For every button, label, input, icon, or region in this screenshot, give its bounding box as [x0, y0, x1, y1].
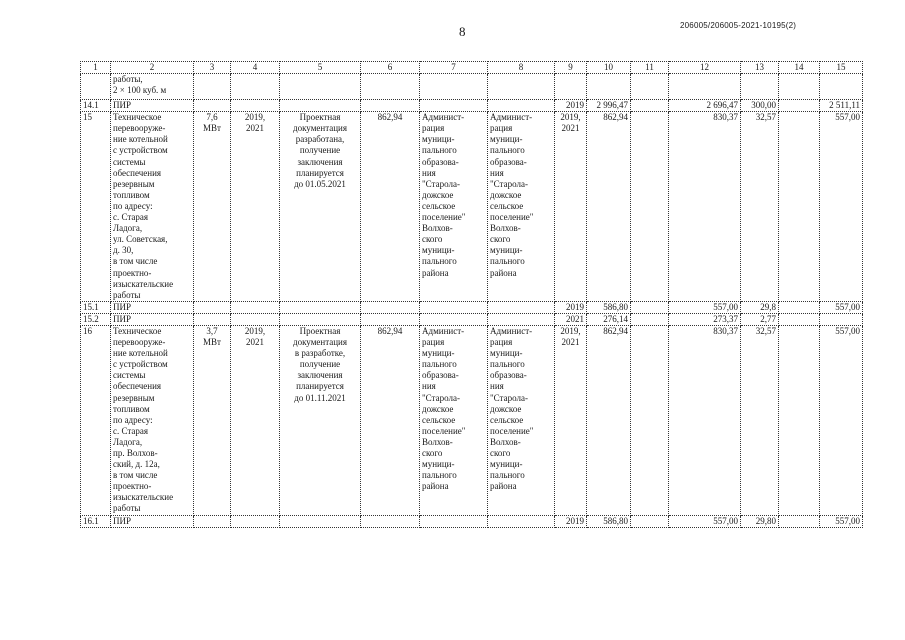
row-name: ПИР [111, 301, 194, 313]
row-number: 15.1 [81, 301, 111, 313]
c11 [631, 313, 669, 325]
row-name: работы, 2 × 100 куб. м [111, 74, 194, 100]
year: 2021 [555, 313, 587, 325]
c13: 29,80 [741, 515, 779, 527]
c15: 557,00 [820, 515, 863, 527]
c11 [631, 325, 669, 515]
c12: 273,37 [669, 313, 741, 325]
col-number: 9 [555, 62, 587, 74]
c12: 830,37 [669, 325, 741, 515]
row-name: ПИР [111, 515, 194, 527]
cost: 862,94 [361, 325, 420, 515]
executor: Админист- рация муници- пального образова- ния "Старола- дожское сельское поселение" Волхов- ского муници- пального района [488, 325, 555, 515]
c15: 557,00 [820, 112, 863, 302]
c14 [779, 112, 820, 302]
c11 [631, 515, 669, 527]
row-name: ПИР [111, 100, 194, 112]
total: 862,94 [587, 325, 631, 515]
c11 [631, 112, 669, 302]
year: 2019, 2021 [555, 325, 587, 515]
table-row-15 [81, 112, 863, 302]
row-number: 14.1 [81, 100, 111, 112]
table-row-16-1 [81, 515, 863, 527]
c14 [779, 100, 820, 112]
cost: 862,94 [361, 112, 420, 302]
col-number: 3 [194, 62, 231, 74]
c13: 32,57 [741, 112, 779, 302]
table-row-15-2 [81, 313, 863, 325]
total: 586,80 [587, 515, 631, 527]
c12: 557,00 [669, 301, 741, 313]
row-number: 15 [81, 112, 111, 302]
c14 [779, 515, 820, 527]
row-number: 16.1 [81, 515, 111, 527]
col-number: 10 [587, 62, 631, 74]
c11 [631, 100, 669, 112]
customer: Админист- рация муници- пального образова- ния "Старола- дожское сельское поселение" Волхов- ского муници- пального района [420, 325, 488, 515]
c15: 557,00 [820, 301, 863, 313]
c13: 2,77 [741, 313, 779, 325]
row-name: Техническое перевооруже- ние котельной с устройством системы обеспечения резервным топливом по адресу: с. Старая Ладога, ул. Советская, д. 30, в том числе проектно- изыскательские работы [111, 112, 194, 302]
row-number: 16 [81, 325, 111, 515]
power: 7,6 МВт [194, 112, 231, 302]
c12: 830,37 [669, 112, 741, 302]
table-row-continuation [81, 74, 863, 100]
years: 2019, 2021 [231, 325, 280, 515]
c11 [631, 301, 669, 313]
col-number: 5 [280, 62, 361, 74]
program-table [80, 61, 863, 528]
document-code: 206005/206005-2021-10195(2) [680, 21, 797, 30]
power: 3,7 МВт [194, 325, 231, 515]
table-row-15-1 [81, 301, 863, 313]
c15: 557,00 [820, 325, 863, 515]
year: 2019 [555, 515, 587, 527]
row-number: 15.2 [81, 313, 111, 325]
total: 862,94 [587, 112, 631, 302]
customer: Админист- рация муници- пального образова- ния "Старола- дожское сельское поселение" Волхов- ского муници- пального района [420, 112, 488, 302]
years: 2019, 2021 [231, 112, 280, 302]
col-number: 2 [111, 62, 194, 74]
c12: 2 696,47 [669, 100, 741, 112]
c14 [779, 301, 820, 313]
col-number: 7 [420, 62, 488, 74]
c13: 29,8 [741, 301, 779, 313]
col-number: 8 [488, 62, 555, 74]
c12: 557,00 [669, 515, 741, 527]
year: 2019 [555, 100, 587, 112]
documentation-status: Проектная документация в разработке, получение заключения планируется до 01.11.2021 [280, 325, 361, 515]
table-row-14-1 [81, 100, 863, 112]
col-number: 12 [669, 62, 741, 74]
table-row-16 [81, 325, 863, 515]
row-name: Техническое перевооруже- ние котельной с устройством системы обеспечения резервным топливом по адресу: с. Старая Ладога, пр. Волхов- ский, д. 12а, в том числе проектно- изыскательские работы [111, 325, 194, 515]
col-number: 14 [779, 62, 820, 74]
column-number-row [81, 62, 863, 74]
c15: 2 511,11 [820, 100, 863, 112]
col-number: 4 [231, 62, 280, 74]
c14 [779, 325, 820, 515]
c14 [779, 313, 820, 325]
col-number: 15 [820, 62, 863, 74]
total: 2 996,47 [587, 100, 631, 112]
c13: 32,57 [741, 325, 779, 515]
year: 2019, 2021 [555, 112, 587, 302]
c13: 300,00 [741, 100, 779, 112]
year: 2019 [555, 301, 587, 313]
col-number: 11 [631, 62, 669, 74]
total: 586,80 [587, 301, 631, 313]
col-number: 1 [81, 62, 111, 74]
executor: Админист- рация муници- пального образова- ния "Старола- дожское сельское поселение" Волхов- ского муници- пального района [488, 112, 555, 302]
total: 276,14 [587, 313, 631, 325]
c15 [820, 313, 863, 325]
page-number: 8 [459, 24, 466, 39]
documentation-status: Проектная документация разработана, получение заключения планируется до 01.05.2021 [280, 112, 361, 302]
row-name: ПИР [111, 313, 194, 325]
col-number: 6 [361, 62, 420, 74]
col-number: 13 [741, 62, 779, 74]
